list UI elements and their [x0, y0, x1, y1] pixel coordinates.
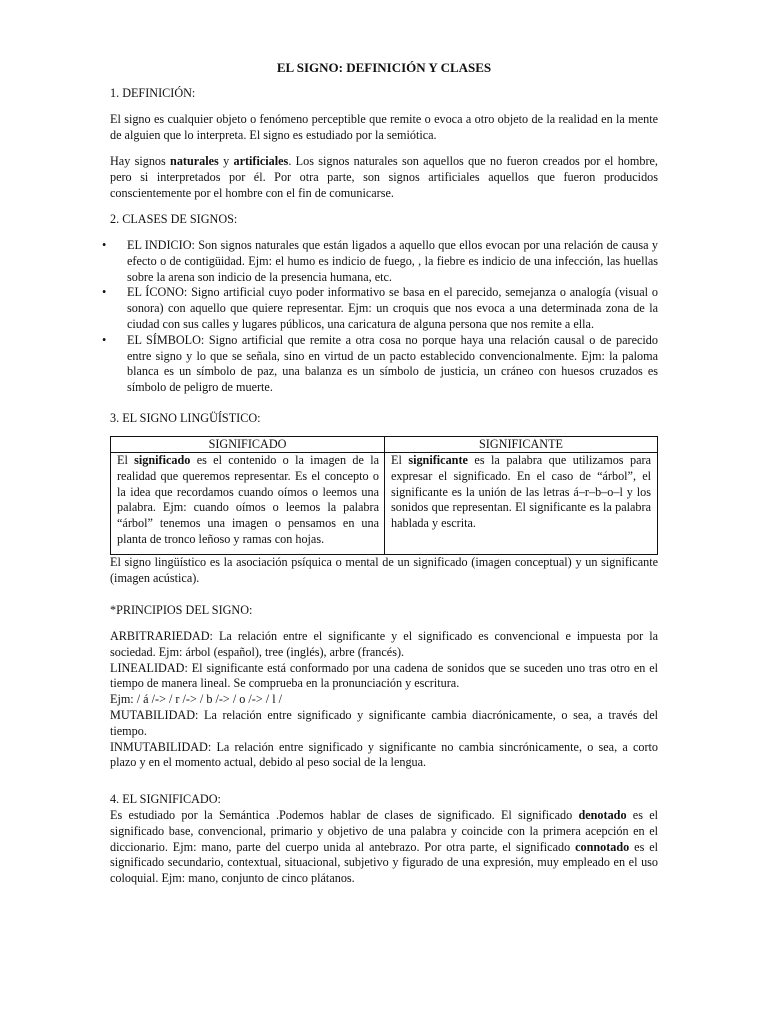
text-run: Hay signos	[110, 154, 171, 168]
principle-inmutabilidad: INMUTABILIDAD: La relación entre significado y significante no cambia sincrónicamente, o sea, a corto plazo y en el momento actual, debido al peso social de la lengua.	[110, 739, 658, 770]
bullet-icon: •	[102, 238, 107, 252]
section-4-heading: 4. EL SIGNIFICADO:	[110, 792, 221, 806]
table-header-significante: SIGNIFICANTE	[479, 437, 563, 451]
list-item-text: EL SÍMBOLO: Signo artificial que remite a otra cosa no porque haya una relación causal o de parecido entre signo y lo que se señala, sino en virtud de un pacto establecido convencionalmente. Ejm: la paloma blanca es un símbolo de paz, una balanza es un símbolo de justicia, un cráneo con huesos cruzados es símbolo de peligro de muerte.	[127, 332, 658, 395]
list-item-indicio	[96, 238, 658, 285]
bullet-icon: •	[102, 332, 107, 347]
bold-term-significante: significante	[408, 453, 468, 467]
document-title: EL SIGNO: DEFINICIÓN Y CLASES	[276, 60, 492, 75]
text-run: . Los signos naturales son aquellos que no fueron creados por el hombre, pero si interpretados por él. Por otra parte, son signos artificiales aquellos que fueron producidos conscientemente por el hombre con el fin de comunicarse.	[110, 154, 658, 200]
text-run: es el significado base, convencional, primario y objetivo de una palabra y coincide con la primera acepción en el diccionario. Ejm: mano, parte del cuerpo unida al antebrazo. Por otra parte, el significado	[110, 808, 658, 854]
text-run: es el significado secundario, contextual, situacional, subjetivo y figurado de una expresión, muy empleado en el uso coloquial. Ejm: mano, conjunto de cinco plátanos.	[110, 839, 658, 886]
list-item-text: EL INDICIO: Son signos naturales que están ligados a aquello que ellos evocan por una relación de causa y efecto o de contigüidad. Ejm: el humo es indicio de fuego, , la fiebre es indicio de una infección, las huellas sobre la arena son indicio de la presencia humana, etc.	[127, 238, 658, 284]
principle-mutabilidad: MUTABILIDAD: La relación entre significado y significante cambia diacrónicamente, o sea, a través del tiempo.	[110, 707, 658, 738]
significado-paragraph	[110, 808, 658, 887]
table-cell-significante	[391, 453, 651, 532]
section-2-heading: 2. CLASES DE SIGNOS:	[110, 212, 238, 226]
text-run: y	[218, 154, 234, 168]
signo-linguistico-table	[110, 436, 658, 555]
list-item-simbolo	[96, 333, 658, 396]
text-run: Es estudiado por la Semántica .Podemos hablar de clases de significado. El significado	[110, 808, 579, 822]
section-1-heading: 1. DEFINICIÓN:	[110, 86, 196, 100]
bold-term-denotado: denotado	[578, 808, 627, 822]
bold-term-artificiales: artificiales	[233, 154, 289, 168]
text-run: El	[391, 453, 409, 467]
principle-linealidad: LINEALIDAD: El significante está conformado por una cadena de sonidos que se suceden uno tras otro en el tiempo de manera lineal. Se comprueba en la pronunciación y escritura.	[110, 660, 658, 691]
signs-bullet-list	[96, 238, 658, 396]
bold-term-significado: significado	[134, 453, 191, 467]
bold-term-connotado: connotado	[575, 839, 630, 854]
table-column-divider	[384, 437, 385, 554]
principle-arbitrariedad: ARBITRARIEDAD: La relación entre el significante y el significado es convencional e impuesta por la sociedad. Ejm: árbol (español), tree (inglés), arbre (francés).	[110, 629, 658, 659]
text-run: es la palabra que utilizamos para expresar el significado. En el caso de “árbol”, el significante es la unión de las letras á–r–b–o–l y los sonidos que representan. El significante es la palabra hablada y escrita.	[391, 453, 651, 531]
bold-term-naturales: naturales	[170, 154, 219, 168]
table-cell-significado	[117, 453, 379, 548]
natural-artificial-paragraph	[110, 154, 658, 201]
text-run: es el contenido o la imagen de la realidad que queremos representar. Es el concepto o la idea que recordamos cuando oímos o leemos una palabra. Ejm: cuando oímos o leemos la palabra “árbol” tenemos una imagen o pensamos en una planta de tronco leñoso y ramas con hojas.	[117, 453, 379, 546]
section-3-heading: 3. EL SIGNO LINGÜÍSTICO:	[110, 411, 261, 425]
definition-paragraph: El signo es cualquier objeto o fenómeno perceptible que remite o evoca a otro objeto de la realidad en la mente de alguien que lo interpreta. El signo es estudiado por la semiótica.	[110, 112, 658, 142]
text-run: El	[117, 453, 135, 467]
principles-block	[110, 629, 658, 771]
bullet-icon: •	[102, 285, 107, 300]
principle-linealidad-example: Ejm: / á /-> / r /-> / b /-> / o /-> / l /	[110, 692, 283, 707]
table-header-significado: SIGNIFICADO	[208, 437, 287, 451]
linguistic-sign-paragraph: El signo lingüístico es la asociación psíquica o mental de un significado (imagen conceptual) y un significante (imagen acústica).	[110, 555, 658, 585]
list-item-text: EL ÍCONO: Signo artificial cuyo poder informativo se basa en el parecido, semejanza o analogía (visual o sonora) con aquello que quiere representar. Ejm: un croquis que nos evoca a una determinada zona de la ciudad con sus calles y lugares públicos, una caricatura de alguna persona que nos remite a ella.	[127, 285, 658, 331]
list-item-icono	[96, 285, 658, 332]
principles-heading: *PRINCIPIOS DEL SIGNO:	[110, 603, 253, 617]
